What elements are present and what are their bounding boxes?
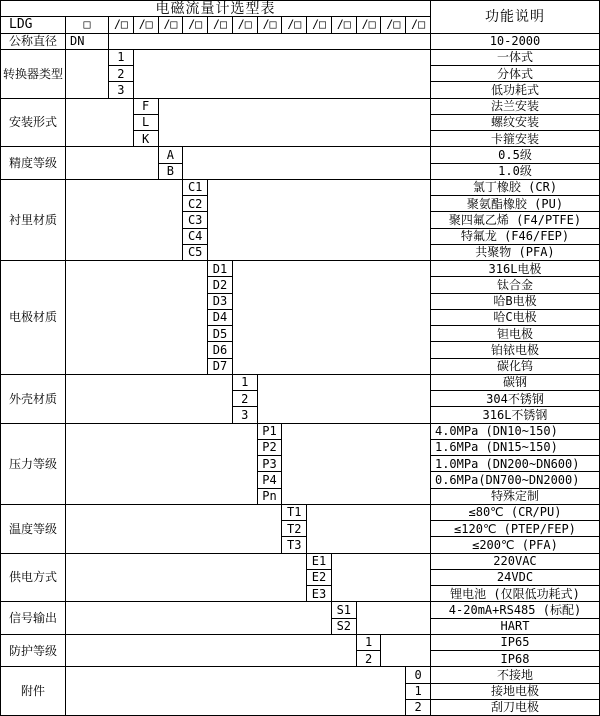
model-slot-box: /□	[406, 17, 431, 33]
code-cell: P3	[258, 456, 283, 472]
code-cell: 3	[109, 82, 134, 98]
spacer-cell	[332, 554, 431, 603]
code-cell: 3	[233, 407, 258, 423]
desc-cell: 4.0MPa (DN10~150)	[431, 424, 600, 440]
category-label: 安装形式	[1, 99, 66, 148]
desc-cell: 4-20mA+RS485 (标配)	[431, 602, 600, 618]
code-cell: T3	[282, 537, 307, 553]
code-cell: 2	[233, 391, 258, 407]
desc-cell: 哈B电极	[431, 294, 600, 310]
desc-cell: IP68	[431, 651, 600, 667]
category-label: 温度等级	[1, 505, 66, 554]
desc-cell: HART	[431, 619, 600, 635]
code-cell: D3	[208, 294, 233, 310]
desc-cell: 不接地	[431, 667, 600, 683]
code-cell: D4	[208, 310, 233, 326]
spacer-cell	[357, 602, 431, 635]
category-label: 转换器类型	[1, 50, 66, 99]
desc-cell: 316L电极	[431, 261, 600, 277]
desc-cell: 304不锈钢	[431, 391, 600, 407]
code-cell: B	[159, 164, 184, 180]
category-label: 防护等级	[1, 635, 66, 668]
model-slot-box: /□	[208, 17, 233, 33]
spacer-cell	[66, 424, 258, 505]
desc-cell: 碳化钨	[431, 359, 600, 375]
spacer-cell	[159, 99, 431, 148]
spacer-cell	[66, 554, 307, 603]
code-cell: P4	[258, 472, 283, 488]
category-label: 电极材质	[1, 261, 66, 375]
code-cell: 2	[109, 66, 134, 82]
code-cell: T1	[282, 505, 307, 521]
model-slot-box: /□	[159, 17, 184, 33]
desc-cell: 聚四氟乙烯 (F4/PTFE)	[431, 212, 600, 228]
model-prefix: LDG	[1, 17, 66, 33]
desc-cell: IP65	[431, 635, 600, 651]
category-label: 精度等级	[1, 147, 66, 180]
category-label: 信号输出	[1, 602, 66, 635]
desc-cell: 钛合金	[431, 277, 600, 293]
desc-cell: 一体式	[431, 50, 600, 66]
code-cell: S2	[332, 619, 357, 635]
category-label: 附件	[1, 667, 66, 716]
desc-cell: 0.5级	[431, 147, 600, 163]
desc-cell: 24VDC	[431, 570, 600, 586]
code-cell: E1	[307, 554, 332, 570]
desc-cell: 接地电极	[431, 684, 600, 700]
spacer-cell	[66, 147, 159, 180]
model-slot-box: /□	[258, 17, 283, 33]
category-label: 外壳材质	[1, 375, 66, 424]
spacer-cell	[66, 99, 134, 148]
category-label: 衬里材质	[1, 180, 66, 261]
spacer-cell	[208, 180, 431, 261]
code-cell: D5	[208, 326, 233, 342]
code-cell: T2	[282, 521, 307, 537]
code-cell: Pn	[258, 489, 283, 505]
code-cell: D6	[208, 342, 233, 358]
model-base-box: □	[66, 17, 109, 33]
table-title: 电磁流量计选型表	[1, 1, 431, 17]
code-cell: 1	[357, 635, 382, 651]
desc-cell: 刮刀电极	[431, 700, 600, 716]
model-slot-box: /□	[357, 17, 382, 33]
category-label: 压力等级	[1, 424, 66, 505]
model-slot-box: /□	[183, 17, 208, 33]
code-cell: F	[134, 99, 159, 115]
code-cell: D7	[208, 359, 233, 375]
model-slot-box: /□	[332, 17, 357, 33]
desc-cell: 1.0MPa (DN200~DN600)	[431, 456, 600, 472]
model-slot-box: /□	[134, 17, 159, 33]
spacer-cell	[66, 261, 208, 375]
code-cell: C1	[183, 180, 208, 196]
desc-cell: 聚氨酯橡胶 (PU)	[431, 196, 600, 212]
code-cell: S1	[332, 602, 357, 618]
code-cell: DN	[66, 34, 109, 50]
code-cell: C5	[183, 245, 208, 261]
desc-cell: 特殊定制	[431, 489, 600, 505]
spacer-cell	[109, 34, 431, 50]
model-slot-box: /□	[233, 17, 258, 33]
code-cell: L	[134, 115, 159, 131]
spacer-cell	[66, 635, 357, 668]
desc-cell: 1.6MPa (DN15~150)	[431, 440, 600, 456]
code-cell: D2	[208, 277, 233, 293]
spacer-cell	[183, 147, 431, 180]
code-cell: 0	[406, 667, 431, 683]
desc-cell: 10-2000	[431, 34, 600, 50]
spacer-cell	[66, 667, 406, 716]
spacer-cell	[258, 375, 431, 424]
spacer-cell	[307, 505, 431, 554]
desc-cell: 共聚物 (PFA)	[431, 245, 600, 261]
desc-cell: 法兰安装	[431, 99, 600, 115]
desc-cell: 分体式	[431, 66, 600, 82]
code-cell: P2	[258, 440, 283, 456]
code-cell: 1	[406, 684, 431, 700]
code-cell: C4	[183, 229, 208, 245]
code-cell: C3	[183, 212, 208, 228]
desc-cell: 铂铱电极	[431, 342, 600, 358]
desc-cell: 316L不锈钢	[431, 407, 600, 423]
code-cell: A	[159, 147, 184, 163]
spacer-cell	[66, 50, 109, 99]
model-slot-box: /□	[282, 17, 307, 33]
code-cell: D1	[208, 261, 233, 277]
desc-cell: ≤80℃ (CR/PU)	[431, 505, 600, 521]
category-label: 供电方式	[1, 554, 66, 603]
code-cell: P1	[258, 424, 283, 440]
spacer-cell	[66, 505, 282, 554]
desc-cell: 卡箍安装	[431, 131, 600, 147]
desc-cell: 锂电池 (仅限低功耗式)	[431, 586, 600, 602]
desc-cell: 220VAC	[431, 554, 600, 570]
desc-cell: 哈C电极	[431, 310, 600, 326]
function-description-header: 功能说明	[431, 1, 600, 34]
code-cell: 2	[406, 700, 431, 716]
desc-cell: 螺纹安装	[431, 115, 600, 131]
desc-cell: 低功耗式	[431, 82, 600, 98]
desc-cell: ≤200℃ (PFA)	[431, 537, 600, 553]
code-cell: E2	[307, 570, 332, 586]
desc-cell: 特氟龙 (F46/FEP)	[431, 229, 600, 245]
desc-cell: 0.6MPa(DN700~DN2000)	[431, 472, 600, 488]
spacer-cell	[381, 635, 431, 668]
model-slot-box: /□	[109, 17, 134, 33]
model-slot-box: /□	[307, 17, 332, 33]
spacer-cell	[233, 261, 431, 375]
desc-cell: 1.0级	[431, 164, 600, 180]
code-cell: 2	[357, 651, 382, 667]
code-cell: 1	[233, 375, 258, 391]
code-cell: E3	[307, 586, 332, 602]
spacer-cell	[66, 602, 332, 635]
desc-cell: ≤120℃ (PTEP/FEP)	[431, 521, 600, 537]
spacer-cell	[66, 375, 233, 424]
category-label: 公称直径	[1, 34, 66, 50]
desc-cell: 钽电极	[431, 326, 600, 342]
code-cell: K	[134, 131, 159, 147]
model-slot-box: /□	[381, 17, 406, 33]
code-cell: C2	[183, 196, 208, 212]
code-cell: 1	[109, 50, 134, 66]
spacer-cell	[282, 424, 431, 505]
desc-cell: 氯丁橡胶 (CR)	[431, 180, 600, 196]
spacer-cell	[134, 50, 431, 99]
spacer-cell	[66, 180, 183, 261]
desc-cell: 碳钢	[431, 375, 600, 391]
